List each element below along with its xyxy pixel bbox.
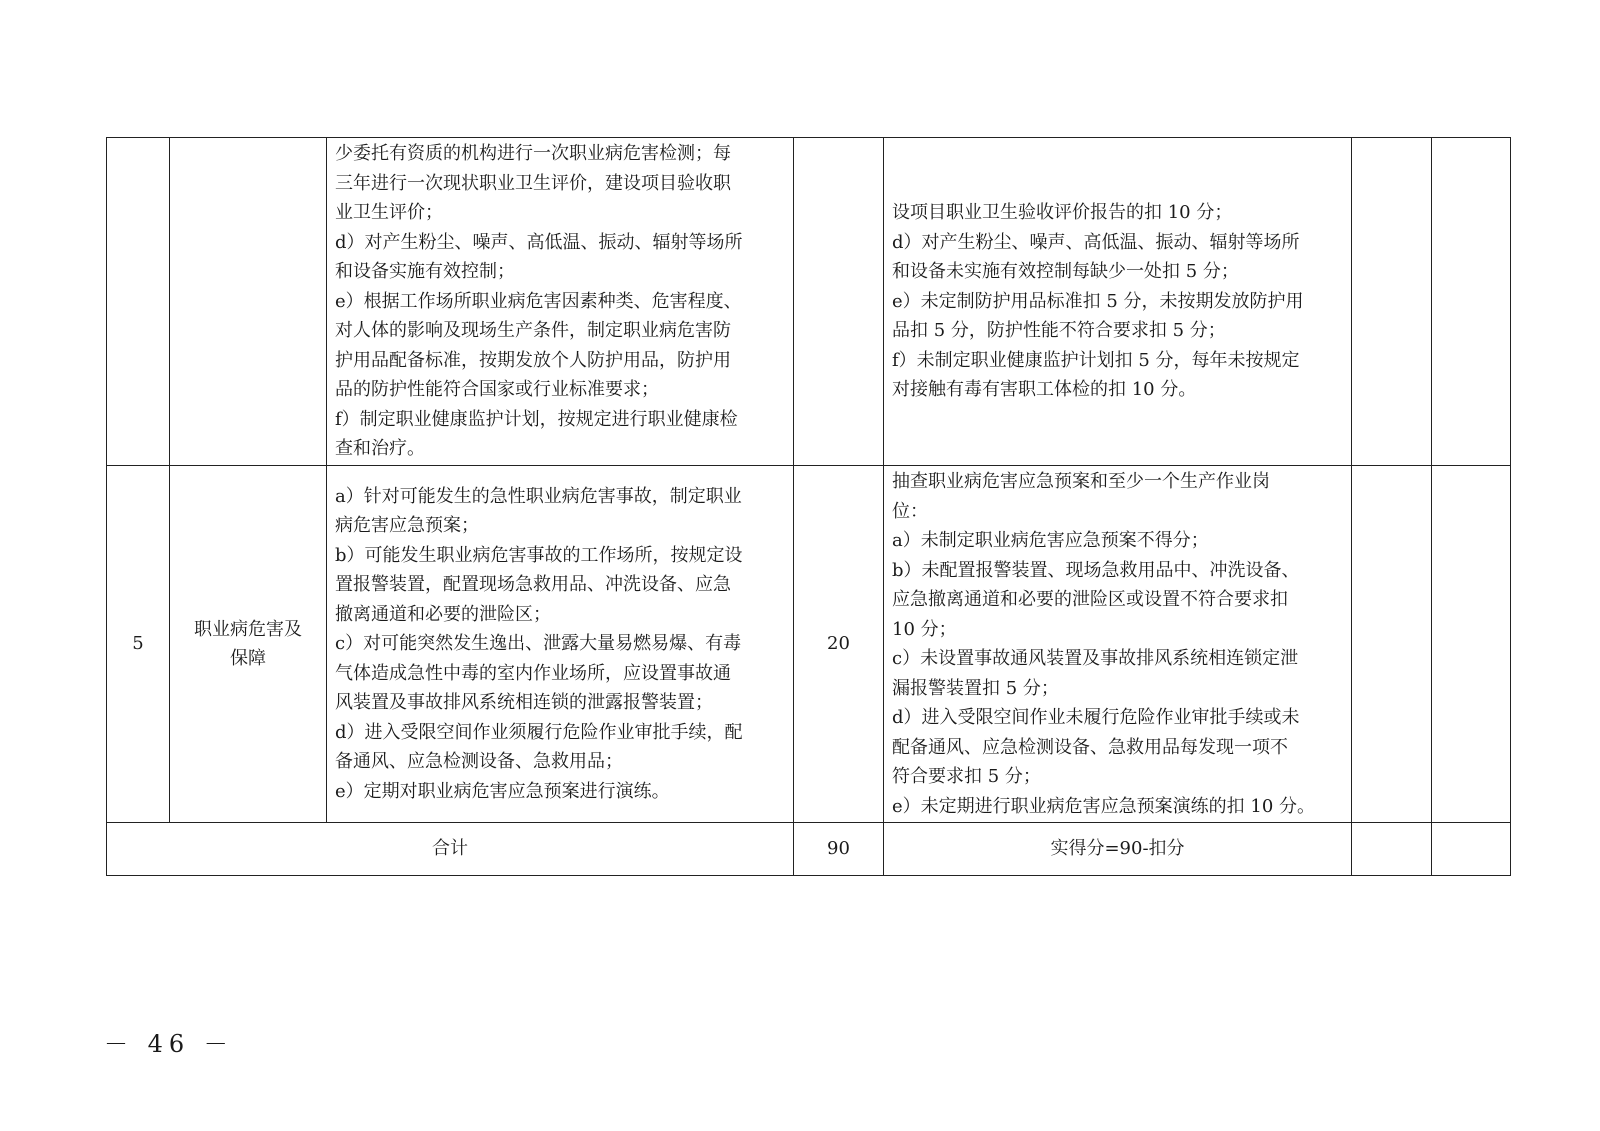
text-line: c）未设置事故通风装置及事故排风系统相连锁定泄 xyxy=(892,648,1299,669)
item-cell xyxy=(170,138,327,466)
table-row-5 xyxy=(107,466,1511,823)
text-line: b）未配置报警装置、现场急救用品中、冲洗设备、 xyxy=(892,559,1300,581)
text-line: 和设备未实施有效控制每缺少一处扣 5 分； xyxy=(892,261,1239,283)
score-formula: 实得分=90-扣分 xyxy=(884,823,1352,876)
item-name-line: 职业病危害及 xyxy=(194,618,302,640)
scoring-cell xyxy=(884,466,1352,823)
text-line: a）未制定职业病危害应急预案不得分； xyxy=(892,530,1209,551)
text-line: 对人体的影响及现场生产条件，制定职业病危害防 xyxy=(335,320,731,342)
text-line: 品扣 5 分，防护性能不符合要求扣 5 分； xyxy=(892,320,1226,342)
text-line: 配备通风、应急检测设备、急救用品每发现一项不 xyxy=(892,736,1288,758)
score-value: 20 xyxy=(794,466,884,823)
text-line: a）针对可能发生的急性职业病危害事故，制定职业 xyxy=(335,485,742,507)
text-line: c）对可能突然发生逸出、泄露大量易燃易爆、有毒 xyxy=(335,633,742,655)
text-line: 护用品配备标准，按期发放个人防护用品，防护用 xyxy=(335,349,731,371)
text-line: 符合要求扣 5 分； xyxy=(892,766,1041,787)
requirements-cell xyxy=(327,138,794,466)
text-line: 抽查职业病危害应急预案和至少一个生产作业岗 xyxy=(892,471,1270,492)
text-line: 撤离通道和必要的泄险区； xyxy=(335,603,551,625)
table-row-total xyxy=(107,823,1511,876)
remark-cell xyxy=(1432,823,1511,876)
text-line: 气体造成急性中毒的室内作业场所，应设置事故通 xyxy=(335,662,731,684)
text-line: d）对产生粉尘、噪声、高低温、振动、辐射等场所 xyxy=(892,231,1300,253)
text-line: 少委托有资质的机构进行一次职业病危害检测；每 xyxy=(335,143,731,165)
row-number: 5 xyxy=(107,466,170,823)
text-line: d）对产生粉尘、噪声、高低温、振动、辐射等场所 xyxy=(335,231,743,253)
text-line: 漏报警装置扣 5 分； xyxy=(892,677,1059,699)
text-line: 对接触有毒有害职工体检的扣 10 分。 xyxy=(892,379,1197,401)
text-line: b）可能发生职业病危害事故的工作场所，按规定设 xyxy=(335,544,743,566)
text-line: 品的防护性能符合国家或行业标准要求； xyxy=(335,379,659,401)
text-line: 备通风、应急检测设备、急救用品； xyxy=(335,751,623,773)
item-name xyxy=(170,466,327,823)
item-name-line: 保障 xyxy=(230,648,266,669)
text-line: 设项目职业卫生验收评价报告的扣 10 分； xyxy=(892,202,1233,224)
total-label: 合计 xyxy=(107,823,794,876)
text-line: 置报警装置，配置现场急救用品、冲洗设备、应急 xyxy=(335,574,731,596)
text-line: f）制定职业健康监护计划，按规定进行职业健康检 xyxy=(335,408,738,430)
text-line: d）进入受限空间作业未履行危险作业审批手续或未 xyxy=(892,707,1300,728)
text-line: 查和治疗。 xyxy=(335,438,425,460)
score-cell xyxy=(794,138,884,466)
text-line: 病危害应急预案； xyxy=(335,515,479,537)
text-line: e）未定期进行职业病危害应急预案演练的扣 10 分。 xyxy=(892,795,1315,817)
text-line: e）根据工作场所职业病危害因素种类、危害程度、 xyxy=(335,290,742,312)
text-line: e）定期对职业病危害应急预案进行演练。 xyxy=(335,780,670,802)
remark-cell xyxy=(1432,138,1511,466)
text-line: f）未制定职业健康监护计划扣 5 分，每年未按规定 xyxy=(892,349,1300,371)
requirements-cell xyxy=(327,466,794,823)
text-line: e）未定制防护用品标准扣 5 分，未按期发放防护用 xyxy=(892,290,1304,312)
remark-cell xyxy=(1432,466,1511,823)
text-line: 风装置及事故排风系统相连锁的泄露报警装置； xyxy=(335,692,713,714)
number-cell xyxy=(107,138,170,466)
evaluation-table xyxy=(106,137,1511,876)
deduction-cell xyxy=(1352,466,1432,823)
table-row-continuation xyxy=(107,138,1511,466)
scoring-cell xyxy=(884,138,1352,466)
text-line: 和设备实施有效控制； xyxy=(335,261,515,283)
text-line: 位： xyxy=(892,500,928,522)
text-line: 业卫生评价； xyxy=(335,202,443,224)
deduction-cell xyxy=(1352,138,1432,466)
text-line: d）进入受限空间作业须履行危险作业审批手续，配 xyxy=(335,721,743,743)
text-line: 10 分； xyxy=(892,618,957,640)
total-score: 90 xyxy=(794,823,884,876)
text-line: 应急撤离通道和必要的泄险区或设置不符合要求扣 xyxy=(892,589,1288,610)
page-number: － 46 － xyxy=(104,1030,234,1058)
deduction-cell xyxy=(1352,823,1432,876)
text-line: 三年进行一次现状职业卫生评价，建设项目验收职 xyxy=(335,172,731,194)
